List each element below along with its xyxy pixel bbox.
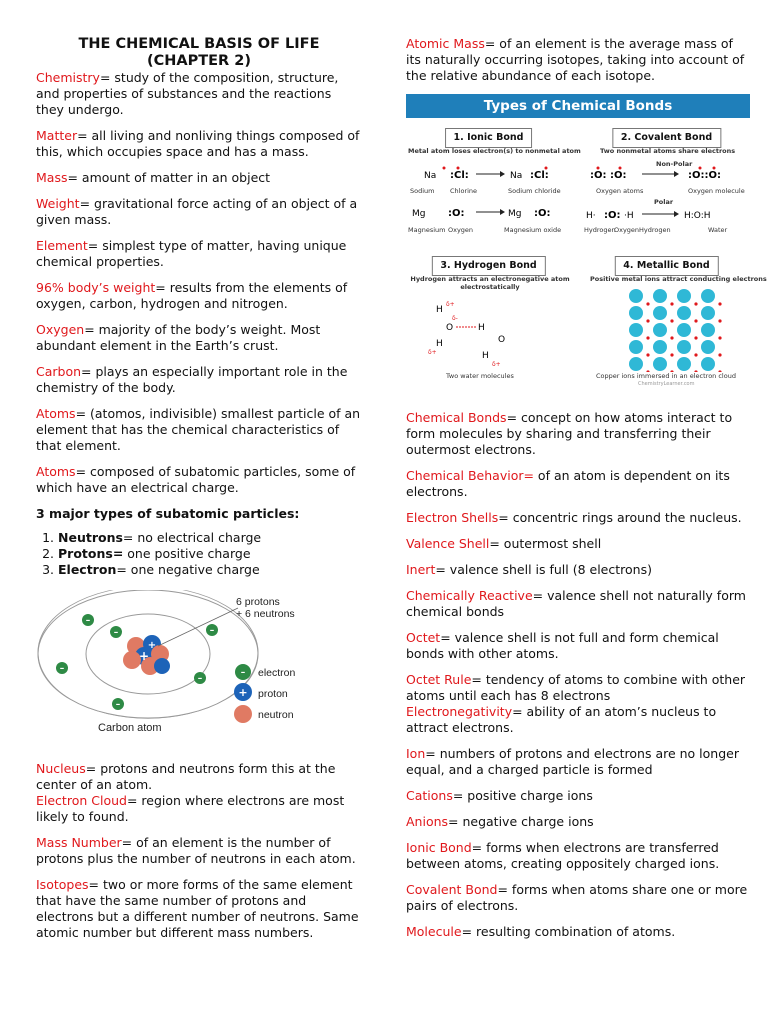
- list-item: [58, 546, 362, 562]
- definition-term: Isotopes: [36, 877, 89, 892]
- definition-text: = outermost shell: [489, 536, 602, 551]
- definition-term: Chemically Reactive: [406, 588, 533, 603]
- atom-caption: Carbon atom: [98, 722, 162, 734]
- right-column: [406, 36, 767, 950]
- definition: [36, 464, 362, 496]
- svg-text:–: –: [59, 664, 65, 674]
- electron-dot: [718, 302, 721, 305]
- metal-ion: [677, 306, 691, 320]
- neutrons-label: + 6 neutrons: [236, 608, 295, 620]
- metal-ion: [653, 306, 667, 320]
- hydrogen-caption: Hydrogen attracts an electronegative atom electrostatically: [410, 275, 570, 291]
- svg-text:+: +: [238, 686, 248, 699]
- metal-ion: [701, 357, 715, 371]
- svg-text:δ+: δ+: [446, 301, 455, 308]
- metallic-bond-panel: [584, 256, 767, 387]
- definition: [36, 364, 362, 396]
- definition-text: = valence shell is not full and form chemical bonds with other atoms.: [406, 630, 719, 661]
- particle-text: one negative charge: [126, 562, 260, 577]
- bonds-header: Types of Chemical Bonds: [406, 94, 750, 118]
- definition-term: Valence Shell: [406, 536, 490, 551]
- svg-text:Na: Na: [424, 171, 437, 181]
- ionic-label: Oxygen: [448, 226, 474, 234]
- svg-text::Cl:: :Cl:: [450, 170, 469, 181]
- metallic-title: 4. Metallic Bond: [614, 256, 718, 276]
- metal-ion: [677, 323, 691, 337]
- definition: [406, 704, 750, 736]
- electron-dot: [718, 319, 721, 322]
- subatomic-heading: 3 major types of subatomic particles:: [36, 506, 300, 521]
- svg-text:δ+: δ+: [492, 361, 501, 368]
- legend-proton: proton: [258, 688, 288, 700]
- svg-text:Na: Na: [510, 171, 523, 181]
- covalent-label: Oxygen: [614, 226, 640, 234]
- definition-text: = gravitational force acting of an object of a given mass.: [36, 196, 358, 227]
- definition-term: Ionic Bond: [406, 840, 472, 855]
- title-line-2: (CHAPTER 2): [147, 53, 251, 69]
- definition: [406, 840, 750, 872]
- particle-text: no electrical charge: [133, 530, 262, 545]
- definition-text: = of an element is the average mass of its naturally occurring isotopes, taking into account of the relative abundance of each isotope.: [406, 36, 745, 83]
- definition-term: Inert: [406, 562, 436, 577]
- definition: [36, 70, 362, 118]
- definition-term: Electron Cloud: [36, 793, 127, 808]
- svg-text::Cl:: :Cl:: [530, 170, 549, 181]
- definition-text: = positive charge ions: [452, 788, 593, 803]
- metal-ion: [701, 340, 715, 354]
- definition: [36, 793, 362, 825]
- definition: [36, 280, 362, 312]
- definition-text: = results from the elements of oxygen, carbon, hydrogen and nitrogen.: [36, 280, 348, 311]
- definition-term: Weight: [36, 196, 80, 211]
- definition-term: Mass Number: [36, 835, 122, 850]
- covalent-polar: Polar: [654, 198, 674, 206]
- nucleus: [123, 635, 170, 675]
- definition: [36, 877, 362, 941]
- definition-text: = region where electrons are most likely to found.: [36, 793, 345, 824]
- hydrogen-diagram: [406, 296, 571, 376]
- electron-dot: [694, 336, 697, 339]
- covalent-label: Oxygen molecule: [688, 187, 745, 195]
- covalent-bond-panel: [584, 128, 749, 253]
- definition-term: Matter: [36, 128, 78, 143]
- svg-text:Mg: Mg: [508, 209, 522, 219]
- definition-term: Cations: [406, 788, 453, 803]
- svg-text::O:: :O:: [448, 208, 465, 219]
- definition-text: = valence shell not naturally form chemical bonds: [406, 588, 746, 619]
- covalent-label: Water: [708, 226, 728, 234]
- definition-text: = numbers of protons and electrons are no longer equal, and a charged particle is formed: [406, 746, 739, 777]
- electron-dot: [646, 336, 649, 339]
- definition: [36, 322, 362, 354]
- metallic-caption: Positive metal ions attract conducting electrons: [590, 275, 767, 283]
- list-item: [58, 562, 362, 578]
- list-item: [58, 530, 362, 546]
- definition: [406, 468, 750, 500]
- definition: [406, 814, 750, 830]
- svg-text:O: O: [446, 323, 454, 333]
- definition: [36, 128, 362, 160]
- definition-term: Chemistry: [36, 70, 100, 85]
- definition: [36, 170, 362, 186]
- legend-neutron: neutron: [258, 709, 294, 721]
- svg-text:δ+: δ+: [428, 349, 437, 356]
- particle-list: [36, 530, 362, 578]
- definition: [36, 835, 362, 867]
- definition-text: = simplest type of matter, having unique chemical properties.: [36, 238, 347, 269]
- svg-text:–: –: [115, 700, 121, 710]
- metal-ion: [653, 323, 667, 337]
- svg-text:–: –: [113, 628, 119, 638]
- metallic-bottom: Copper ions immersed in an electron cloud: [596, 372, 736, 380]
- carbon-atom-figure: [36, 590, 326, 735]
- covalent-label: Hydrogen: [584, 226, 616, 234]
- watermark: ChemistryLearner.com: [638, 381, 695, 387]
- particle-sep: =: [122, 530, 134, 545]
- electron-dot: [670, 336, 673, 339]
- definition-term: Nucleus: [36, 761, 86, 776]
- definition-term: Atomic Mass: [406, 36, 485, 51]
- definition-term: Covalent Bond: [406, 882, 498, 897]
- definition-text: = resulting combination of atoms.: [461, 924, 676, 939]
- definition: [406, 410, 750, 458]
- ionic-label: Sodium chloride: [508, 187, 561, 195]
- definition-text: = concept on how atoms interact to form molecules by sharing and transferring their outermost electrons.: [406, 410, 733, 457]
- covalent-caption: Two nonmetal atoms share electrons: [600, 147, 736, 155]
- metal-ion: [677, 357, 691, 371]
- left-column: [36, 36, 362, 951]
- svg-text::O:: :O:: [604, 210, 621, 221]
- ionic-label: Sodium: [410, 187, 435, 195]
- left-definitions: [36, 70, 362, 496]
- definition-text: = forms when electrons are transferred between atoms, creating oppositely charged ions.: [406, 840, 720, 871]
- particle-name: Neutrons: [58, 530, 123, 545]
- electron-dot: [646, 302, 649, 305]
- svg-text:–: –: [85, 616, 91, 626]
- svg-text:δ-: δ-: [452, 315, 458, 322]
- ionic-bond-panel: [406, 128, 581, 253]
- metal-ion: [677, 340, 691, 354]
- definition: [36, 761, 362, 793]
- definition-term: Oxygen: [36, 322, 85, 337]
- electron-dot: [718, 336, 721, 339]
- definition: [406, 588, 750, 620]
- electron-dot: [694, 319, 697, 322]
- definition: [406, 924, 750, 940]
- particle-sep: =: [116, 562, 127, 577]
- metal-ion: [677, 289, 691, 303]
- definition-text: = protons and neutrons form this at the center of an atom.: [36, 761, 336, 792]
- covalent-title: 2. Covalent Bond: [612, 128, 721, 148]
- metal-ion: [701, 323, 715, 337]
- covalent-label: Oxygen atoms: [596, 187, 644, 195]
- protons-label: 6 protons: [236, 596, 280, 608]
- svg-text::O:: :O:: [534, 208, 551, 219]
- svg-text:+: +: [138, 649, 150, 663]
- particle-name: Protons=: [58, 546, 124, 561]
- metal-ion: [629, 306, 643, 320]
- svg-text:H: H: [482, 351, 489, 361]
- svg-text:H:O:H: H:O:H: [684, 211, 711, 221]
- definition-term: Mass: [36, 170, 68, 185]
- definition-text: = plays an especially important role in the chemistry of the body.: [36, 364, 348, 395]
- svg-text:–: –: [240, 668, 246, 678]
- definition-text: of an atom is dependent on its electrons.: [406, 468, 730, 499]
- title-line-1: THE CHEMICAL BASIS OF LIFE: [78, 36, 320, 52]
- electron-dot: [670, 319, 673, 322]
- definition-text: = study of the composition, structure, and properties of substances and the reactions they undergo.: [36, 70, 339, 117]
- page-title: [36, 36, 362, 70]
- svg-text::O::O:: :O::O:: [688, 170, 721, 181]
- label-pointer: [158, 608, 238, 646]
- definition: [36, 238, 362, 270]
- definition-text: = composed of subatomic particles, some of which have an electrical charge.: [36, 464, 356, 495]
- svg-text:–: –: [197, 674, 203, 684]
- definition-text: = all living and nonliving things composed of this, which occupies space and has a mass.: [36, 128, 360, 159]
- definition: [406, 882, 750, 914]
- electron-dot: [646, 353, 649, 356]
- definition: [406, 510, 750, 526]
- right-definitions: [406, 410, 750, 940]
- ionic-label: Magnesium oxide: [504, 226, 562, 234]
- definition-text: = amount of matter in an object: [67, 170, 271, 185]
- metal-ion: [629, 323, 643, 337]
- ionic-label: Chlorine: [450, 187, 478, 195]
- covalent-label: Hydrogen: [639, 226, 671, 234]
- svg-text:–: –: [209, 626, 215, 636]
- definition-text: = of an element is the number of protons plus the number of neutrons in each atom.: [36, 835, 356, 866]
- definition-text: = (atomos, indivisible) smallest particle of an element that has the chemical characteristics of that element.: [36, 406, 361, 453]
- definition: [406, 562, 750, 578]
- metal-ion: [629, 357, 643, 371]
- electron-dot: [718, 353, 721, 356]
- svg-text:O: O: [498, 335, 506, 345]
- electron-dot: [646, 319, 649, 322]
- definition-term: 96% body’s weight: [36, 280, 156, 295]
- definition-text: = valence shell is full (8 electrons): [435, 562, 652, 577]
- electron-dot: [670, 353, 673, 356]
- metal-ion: [653, 289, 667, 303]
- definition: [406, 788, 750, 804]
- svg-text::O: :O:: :O: :O:: [590, 170, 627, 181]
- definition: [406, 746, 750, 778]
- metal-ion: [653, 340, 667, 354]
- definition-term: Electron Shells: [406, 510, 499, 525]
- definition-term: Atoms: [36, 464, 76, 479]
- definition: [406, 672, 750, 704]
- svg-text:H: H: [436, 305, 443, 315]
- metal-ion: [653, 357, 667, 371]
- metal-ion: [701, 306, 715, 320]
- definition-text: = two or more forms of the same element that have the same number of protons and electrons but a different number of neutrons. Same atomic number but different mass numbers.: [36, 877, 359, 940]
- definition: [36, 196, 362, 228]
- svg-text:+: +: [147, 640, 157, 651]
- ionic-title: 1. Ionic Bond: [445, 128, 533, 148]
- svg-text:H·: H·: [586, 211, 596, 221]
- definition-text: = forms when atoms share one or more pairs of electrons.: [406, 882, 748, 913]
- definition-term: Electronegativity: [406, 704, 513, 719]
- definition-term: Octet: [406, 630, 441, 645]
- legend-electron: electron: [258, 667, 296, 679]
- particle-text: one positive charge: [123, 546, 251, 561]
- metal-ion: [701, 289, 715, 303]
- covalent-nonpolar: Non-Polar: [656, 160, 693, 168]
- definition-term: Anions: [406, 814, 449, 829]
- left-definitions-2: [36, 761, 362, 941]
- definition-term: Chemical Behavior=: [406, 468, 534, 483]
- hydrogen-bond-panel: [406, 256, 571, 381]
- definition-term: Octet Rule: [406, 672, 472, 687]
- ionic-label: Magnesium: [408, 226, 446, 234]
- definition-term: Chemical Bonds: [406, 410, 507, 425]
- electron-dot: [670, 302, 673, 305]
- definition-term: Ion: [406, 746, 426, 761]
- definition: [406, 536, 750, 552]
- electron-dot: [694, 353, 697, 356]
- hydrogen-bottom: Two water molecules: [446, 372, 514, 380]
- ionic-caption: Metal atom loses electron(s) to nonmetal atom: [408, 147, 581, 155]
- ionic-diagram: [406, 158, 571, 248]
- hydrogen-title: 3. Hydrogen Bond: [431, 256, 545, 276]
- electron-dot: [694, 302, 697, 305]
- definition-text: = negative charge ions: [448, 814, 594, 829]
- svg-text:·H: ·H: [624, 211, 634, 221]
- definition-term: Carbon: [36, 364, 82, 379]
- definition: [36, 406, 362, 454]
- definition: [406, 36, 750, 84]
- svg-text:H: H: [478, 323, 485, 333]
- svg-text:Mg: Mg: [412, 209, 426, 219]
- definition-term: Molecule: [406, 924, 462, 939]
- chemical-bonds-figure: [406, 94, 767, 396]
- svg-text:H: H: [436, 339, 443, 349]
- definition-text: = tendency of atoms to combine with other atoms until each has 8 electrons: [406, 672, 746, 703]
- definition-text: = majority of the body’s weight. Most abundant element in the Earth’s crust.: [36, 322, 321, 353]
- metal-ion: [629, 289, 643, 303]
- definition-term: Element: [36, 238, 88, 253]
- metallic-diagram: [624, 286, 724, 372]
- definition-text: = ability of an atom’s nucleus to attract electrons.: [406, 704, 717, 735]
- definition-text: = concentric rings around the nucleus.: [498, 510, 742, 525]
- particle-name: Electron: [58, 562, 117, 577]
- definition: [406, 630, 750, 662]
- legend-neutron-icon: [234, 705, 252, 723]
- definition-term: Atoms: [36, 406, 76, 421]
- metal-ion: [629, 340, 643, 354]
